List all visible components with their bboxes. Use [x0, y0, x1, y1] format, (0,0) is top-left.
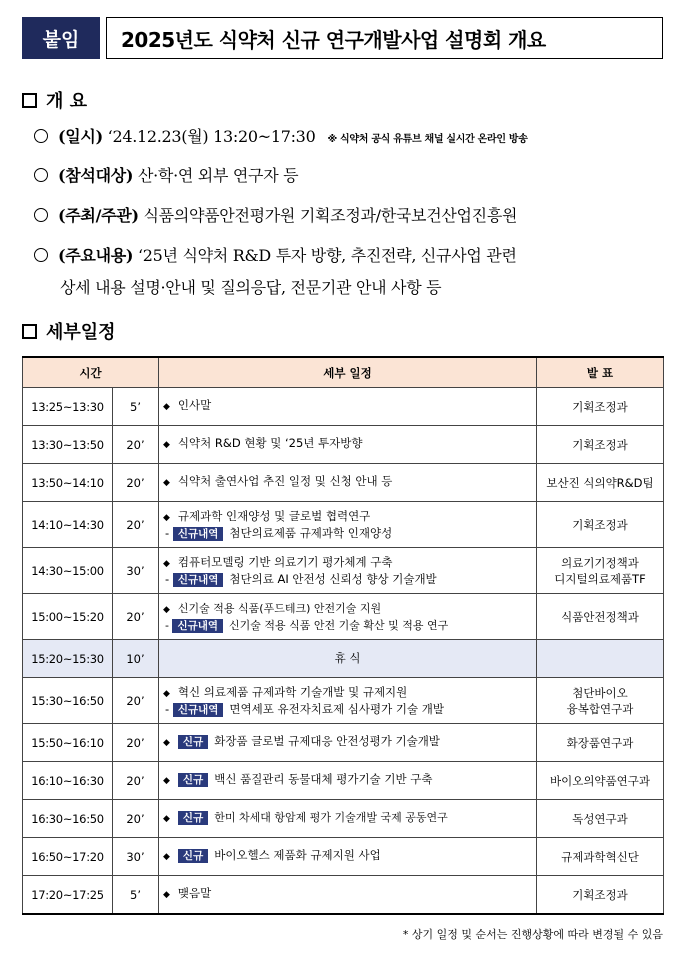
row-detail [159, 388, 537, 426]
table-row [23, 762, 664, 800]
row-time: 16:10~16:30 [23, 762, 113, 800]
table-row [23, 426, 664, 464]
table-header-row [23, 357, 664, 388]
row-presenter: 화장품연구과 [537, 724, 664, 762]
row-duration: 20’ [113, 426, 159, 464]
row-time: 14:30~15:00 [23, 548, 113, 594]
row-detail-text: 맺음말 [177, 886, 212, 900]
row-detail [159, 724, 537, 762]
row-detail-text: 규제과학 인재양성 및 글로벌 협력연구 [177, 508, 371, 523]
table-row [23, 548, 664, 594]
diamond-bullet-icon: ◆ [163, 852, 170, 862]
row-subdetail-text: 첨단의료 AI 안전성 신뢰성 향상 기술개발 [229, 571, 437, 586]
table-row [23, 800, 664, 838]
row-duration: 20’ [113, 800, 159, 838]
new-item-tag: 신규내역 [173, 573, 224, 587]
new-item-tag: 신규내역 [173, 703, 224, 717]
row-presenter: 바이오의약품연구과 [537, 762, 664, 800]
schedule-table [22, 356, 664, 915]
overview-label: (주최/주관) [58, 206, 139, 225]
row-duration: 5’ [113, 876, 159, 915]
table-row [23, 388, 664, 426]
row-time: 13:25~13:30 [23, 388, 113, 426]
row-detail [159, 800, 537, 838]
row-subdetail-text: 첨단의료제품 규제과학 인재양성 [229, 525, 393, 540]
overview-item-host [34, 203, 517, 226]
overview-text: 식품의약품안전평가원 기획조정과/한국보건산업진흥원 [143, 206, 518, 225]
circle-bullet-icon [34, 248, 48, 262]
row-duration: 20’ [113, 678, 159, 724]
table-row [23, 502, 664, 548]
row-duration: 30’ [113, 548, 159, 594]
row-time: 15:00~15:20 [23, 594, 113, 640]
row-detail [159, 876, 537, 915]
overview-note: ※ 식약처 공식 유튜브 채널 실시간 온라인 방송 [327, 134, 528, 145]
row-detail: ◆ 혁신 의료제품 규제과학 기술개발 및 규제지원 - 신규내역 면역세포 유전자치료제 심사평가 기술 개발 [159, 678, 537, 724]
overview-text: ‘24.12.23(월) 13:20~17:30 [107, 127, 316, 146]
diamond-bullet-icon: ◆ [163, 604, 170, 615]
row-presenter [537, 548, 664, 594]
row-time: 16:50~17:20 [23, 838, 113, 876]
row-time: 13:30~13:50 [23, 426, 113, 464]
row-detail [159, 464, 537, 502]
column-header-detail: 세부 일정 [159, 357, 537, 388]
table-row-break [23, 640, 664, 678]
overview-item-date [34, 124, 528, 147]
row-presenter: 독성연구과 [537, 800, 664, 838]
checkbox-square-icon [22, 93, 37, 108]
overview-label: (참석대상) [58, 166, 134, 185]
row-presenter: 규제과학혁신단 [537, 838, 664, 876]
schedule-footnote: * 상기 일정 및 순서는 진행상황에 따라 변경될 수 있음 [402, 928, 663, 941]
row-detail [159, 762, 537, 800]
row-presenter-line1: 의료기기정책과 [561, 555, 639, 570]
new-tag: 신규 [178, 849, 208, 863]
row-presenter [537, 678, 664, 724]
overview-label: (일시) [58, 127, 103, 146]
row-presenter-line2: 융복합연구과 [566, 701, 634, 716]
document-header [22, 17, 663, 59]
overview-label: (주요내용) [58, 246, 134, 265]
row-duration: 5’ [113, 388, 159, 426]
row-time: 16:30~16:50 [23, 800, 113, 838]
table-row [23, 724, 664, 762]
row-detail-text: 한미 차세대 항암제 평가 기술개발 국제 공동연구 [214, 811, 448, 824]
row-time: 15:20~15:30 [23, 640, 113, 678]
diamond-bullet-icon: ◆ [163, 890, 170, 900]
row-time: 15:50~16:10 [23, 724, 113, 762]
diamond-bullet-icon: ◆ [163, 688, 170, 699]
row-detail-text: 혁신 의료제품 규제과학 기술개발 및 규제지원 [177, 684, 408, 699]
row-detail-text: 백신 품질관리 동물대체 평가기술 기반 구축 [214, 772, 433, 786]
row-presenter: 기획조정과 [537, 502, 664, 548]
row-detail-text: 화장품 글로벌 규제대응 안전성평가 기술개발 [214, 734, 440, 748]
section-overview-heading [22, 87, 87, 113]
column-header-time: 시간 [23, 357, 159, 388]
circle-bullet-icon [34, 208, 48, 222]
row-detail-text: 식약처 R&D 현황 및 ‘25년 투자방향 [177, 436, 363, 450]
row-duration: 20’ [113, 724, 159, 762]
table-row [23, 876, 664, 915]
row-detail: ◆ 신기술 적용 식품(푸드테크) 안전기술 지원 - 신규내역 신기술 적용 식품 안전 기술 확산 및 적용 연구 [159, 594, 537, 640]
circle-bullet-icon [34, 129, 48, 143]
overview-text: 산·학·연 외부 연구자 등 [137, 166, 299, 185]
page-title: 2025년도 식약처 신규 연구개발사업 설명회 개요 [106, 17, 663, 59]
overview-text: ‘25년 식약처 R&D 투자 방향, 추진전략, 신규사업 관련 [137, 246, 517, 265]
table-row [23, 838, 664, 876]
attachment-badge: 붙임 [22, 17, 100, 59]
table-row [23, 464, 664, 502]
section-overview-title: 개 요 [46, 91, 88, 112]
overview-item-content [34, 243, 517, 266]
new-tag: 신규 [178, 773, 208, 787]
row-presenter: 기획조정과 [537, 388, 664, 426]
section-schedule-heading [22, 318, 116, 344]
row-time: 14:10~14:30 [23, 502, 113, 548]
diamond-bullet-icon: ◆ [163, 558, 170, 569]
row-detail-text: 인사말 [177, 398, 212, 412]
diamond-bullet-icon: ◆ [163, 814, 170, 824]
table-row [23, 678, 664, 724]
column-header-presenter: 발 표 [537, 357, 664, 388]
row-presenter: 보산진 식의약R&D팀 [537, 464, 664, 502]
row-detail: ◆ 컴퓨터모델링 기반 의료기기 평가체계 구축 - 신규내역 첨단의료 AI 안전성 신뢰성 향상 기술개발 [159, 548, 537, 594]
circle-bullet-icon [34, 168, 48, 182]
row-duration: 20’ [113, 594, 159, 640]
diamond-bullet-icon: ◆ [163, 478, 170, 488]
new-tag: 신규 [178, 811, 208, 825]
row-presenter-line1: 첨단바이오 [572, 685, 628, 700]
row-presenter: 식품안전정책과 [537, 594, 664, 640]
row-detail-text: 식약처 출연사업 추진 일정 및 신청 안내 등 [177, 474, 393, 488]
row-subdetail-text: 신기술 적용 식품 안전 기술 확산 및 적용 연구 [229, 618, 449, 632]
row-time: 15:30~16:50 [23, 678, 113, 724]
row-subdetail-text: 면역세포 유전자치료제 심사평가 기술 개발 [229, 701, 444, 716]
row-presenter-line2: 디지털의료제품TF [554, 571, 646, 586]
table-row [23, 594, 664, 640]
new-item-tag: 신규내역 [172, 619, 223, 633]
row-duration: 20’ [113, 502, 159, 548]
row-duration: 10’ [113, 640, 159, 678]
row-time: 17:20~17:25 [23, 876, 113, 915]
row-presenter-empty [537, 640, 664, 678]
row-detail [159, 426, 537, 464]
section-schedule-title: 세부일정 [46, 322, 116, 343]
row-detail-text: 컴퓨터모델링 기반 의료기기 평가체계 구축 [177, 554, 393, 569]
row-detail-text: 바이오헬스 제품화 규제지원 사업 [214, 848, 381, 862]
row-duration: 20’ [113, 464, 159, 502]
row-detail: ◆ 규제과학 인재양성 및 글로벌 협력연구 - 신규내역 첨단의료제품 규제과학 인재양성 [159, 502, 537, 548]
new-item-tag: 신규내역 [173, 527, 224, 541]
checkbox-square-icon [22, 324, 37, 339]
row-presenter: 기획조정과 [537, 876, 664, 915]
diamond-bullet-icon: ◆ [163, 776, 170, 786]
row-time: 13:50~14:10 [23, 464, 113, 502]
row-break-label: 휴 식 [159, 640, 537, 678]
row-duration: 30’ [113, 838, 159, 876]
diamond-bullet-icon: ◆ [163, 738, 170, 748]
new-tag: 신규 [178, 735, 208, 749]
row-duration: 20’ [113, 762, 159, 800]
diamond-bullet-icon: ◆ [163, 512, 170, 523]
row-detail [159, 838, 537, 876]
overview-item-audience [34, 163, 298, 186]
row-presenter: 기획조정과 [537, 426, 664, 464]
diamond-bullet-icon: ◆ [163, 440, 170, 450]
overview-item-content-continued: 상세 내용 설명·안내 및 질의응답, 전문기관 안내 사항 등 [60, 278, 442, 297]
row-detail-text: 신기술 적용 식품(푸드테크) 안전기술 지원 [177, 601, 382, 615]
diamond-bullet-icon: ◆ [163, 402, 170, 412]
